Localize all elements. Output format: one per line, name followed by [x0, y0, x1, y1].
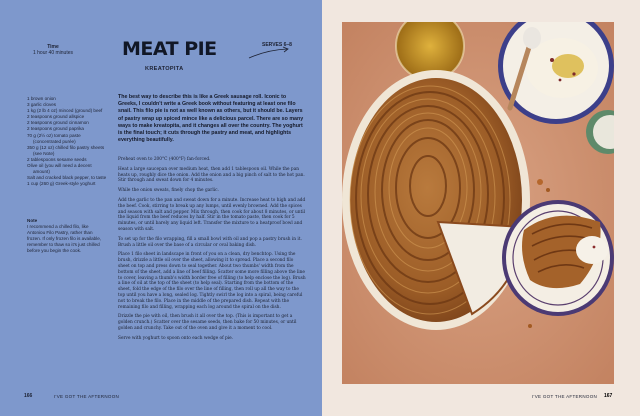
method-step: Preheat oven to 200°C (400°F) fan-forced.	[118, 157, 211, 162]
recipe-title: MEAT PIE	[122, 38, 217, 60]
time-block	[18, 44, 88, 56]
ingredient-item: 2 teaspoons ground allspice	[27, 114, 85, 120]
page-number-left: 166	[24, 393, 33, 399]
ingredient-item: 3 garlic cloves	[27, 102, 57, 108]
method-step: Place 1 filo sheet in landscape in front of you on a clean, dry benchtop. Using the brush, drizzle a little oil over the sheet, allowing it to spread. Place a second filo sheet on top and press down to seal together. About two thumbs' width from the bottom of the sheet, add a line of beef filling. Scatter some more filling above the line to cover, leaving a thumb's width border free of filling (to help enclose the log). Brush a line of oil at the top of the sheet (to help seal). Starting from the bottom of the sheet, fold the edge of the filo over the line of filling, then roll up all the way to the top until you have a long, sealed log. Tightly swirl the log into a spiral, being careful not to break the filo. Place in the middle of the prepared dish. Repeat with the remaining filo and filling, wrapping each log around the spiral on the dish.	[118, 252, 306, 310]
time-value: 1 hour 40 minutes	[32, 50, 74, 56]
method-step: Add the garlic to the pan and sweat down for a minute. Increase heat to high and add the beef. Cook, stirring to break up any lumps, until evenly browned. Add the spices and season with salt and pepper. Mix through, then cook for about 8 minutes, or until the liquid from the beef reduces by half. Stir in the tomato paste, then cook for 5 minutes, or until barely any liquid left. Transfer the mixture to a heatproof bowl and season with salt.	[118, 197, 306, 232]
method-step: Drizzle the pie with oil, then brush it all over the top. (This is important to get a golden crunch.) Scatter over the sesame seeds, then bake for 50 minutes, or until golden and crunchy. Take out of the oven and give it a moment to cool.	[118, 314, 297, 331]
ingredient-item: 2 tablespoons sesame seeds	[27, 156, 87, 162]
page-number-right: 167	[604, 393, 613, 399]
footer-left: I'VE GOT THE AFTERNOON	[54, 394, 120, 399]
serves-label: SERVES 6–8	[262, 42, 292, 48]
time-label: Time	[47, 44, 59, 50]
ingredient-item: 350 g (12 oz) chilled filo pastry sheets (see Note)	[27, 144, 105, 156]
ingredient-item: 2 teaspoons ground paprika	[27, 126, 84, 132]
method-step: Serve with yoghurt to spoon onto each wedge of pie.	[118, 335, 234, 341]
footer-right: I'VE GOT THE AFTERNOON	[532, 394, 598, 399]
intro-paragraph: The best way to describe this is like a Greek sausage roll. Iconic to Greeks, I couldn't write a Greek book without featuring at least one filo snail. This filo pie is not as well known as others, but it should be. Layers of pastry wrap up spiced mince like a delicious parcel. There are so many ways to make kreatopita, and it changes all over the country. The yoghurt is the final touch; it cuts through the pastry and meat, and highlights everything beautifully.	[118, 94, 304, 144]
ingredient-item: 70 g (2½ oz) tomato paste (concentrated purée)	[27, 132, 81, 144]
note-text: I recommend a chilled filo, like Antoniou Filo Pastry, rather than frozen. If only frozen filo is available, remember to thaw so it's just chilled before you begin the cook.	[27, 224, 102, 254]
ingredient-item: Olive oil (you will need a decent amount)	[27, 163, 92, 175]
note-label: Note	[27, 218, 38, 223]
meat-pie-photo	[342, 22, 614, 384]
method-step: While the onion sweats, finely chop the garlic.	[118, 188, 219, 194]
method-steps	[118, 157, 306, 346]
ingredient-item: 1 brown onion	[27, 96, 56, 101]
recipe-subtitle: KREATOPITA	[145, 66, 184, 72]
ingredient-item: 1 cup (260 g) Greek-style yoghurt	[27, 181, 96, 187]
method-step: To set up for the filo wrapping, fill a small bowl with oil and pop a pastry brush in it. Brush a little oil over the base of a circular or oval baking dish.	[118, 236, 302, 248]
ingredient-item: 2 teaspoons ground cinnamon	[27, 120, 89, 126]
ingredients-list	[27, 96, 107, 187]
meat-pie-photo-illustration	[342, 22, 614, 384]
ingredient-item: Salt and cracked black pepper, to taste	[27, 175, 107, 181]
ingredient-item: 1 kg (2 lb 4 oz) minced (ground) beef	[27, 108, 103, 114]
method-step: Heat a large saucepan over medium heat, then add 1 tablespoon oil. While the pan heats up, roughly dice the onion. Add the onion and a big pinch of salt to the hot pan. Stir through and sweat down for 4 minutes.	[118, 166, 305, 184]
note-block	[27, 218, 107, 255]
hand-drawn-arrow-icon	[247, 46, 291, 60]
